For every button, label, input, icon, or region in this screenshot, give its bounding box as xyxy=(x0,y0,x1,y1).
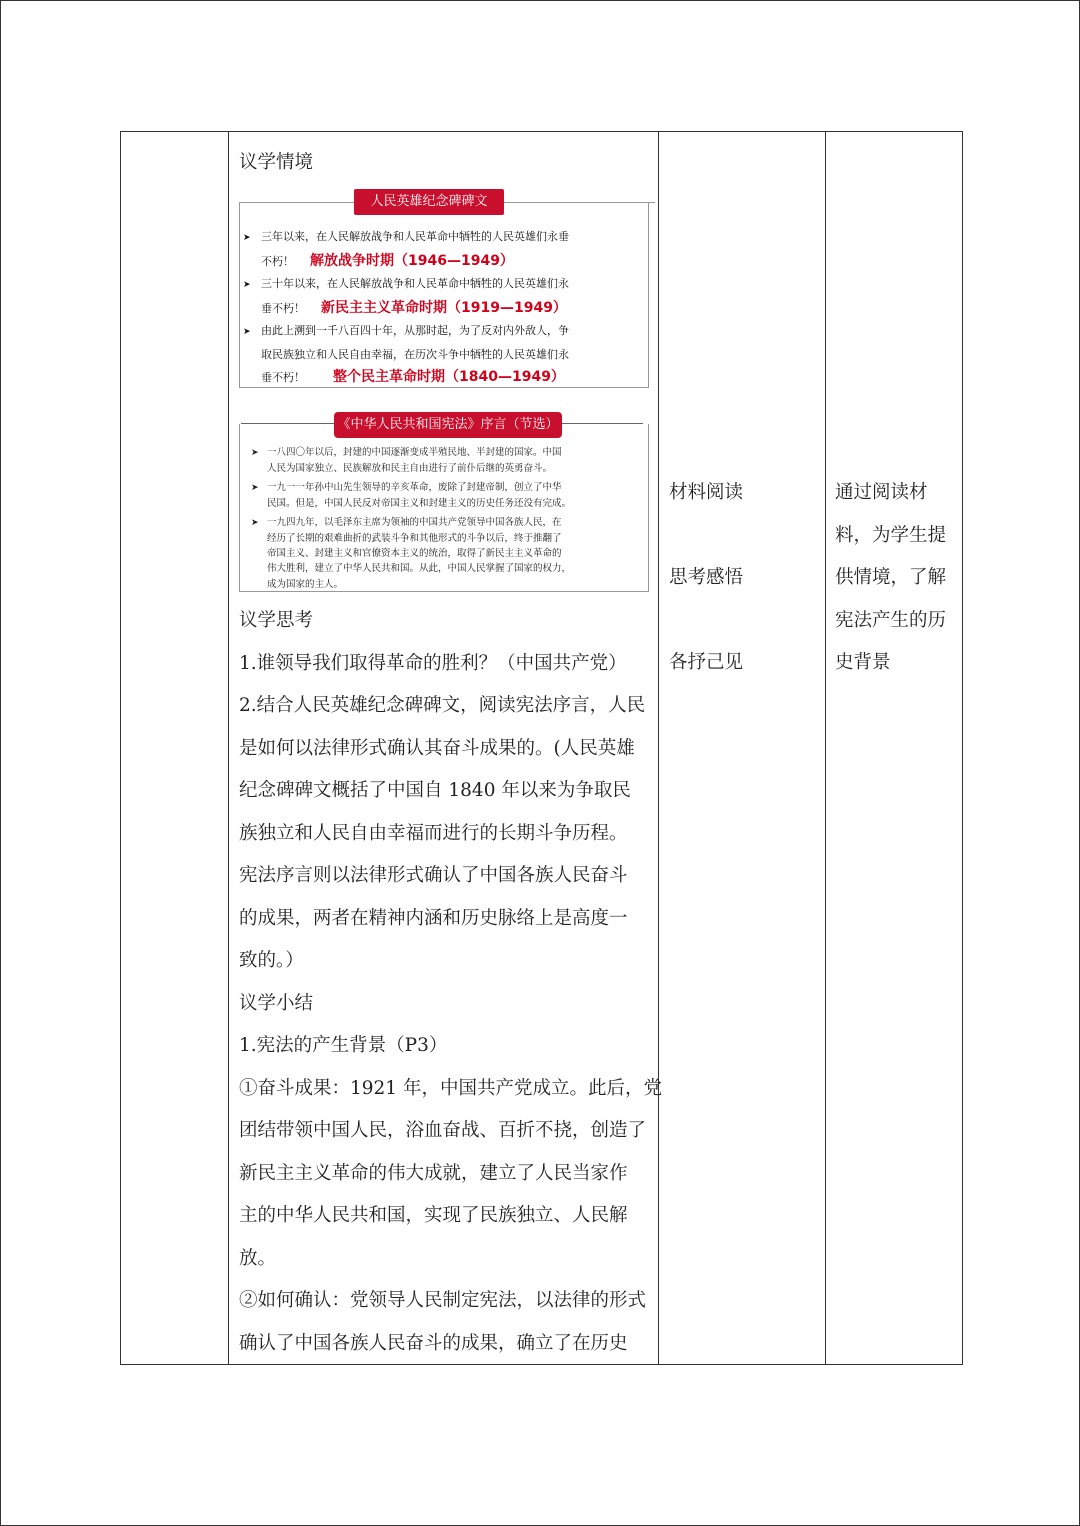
text-line: 是如何以法律形式确认其奋斗成果的。(人民英雄 xyxy=(239,737,635,759)
text-line: 垂不朽！ xyxy=(261,371,305,384)
constitution-text xyxy=(251,445,641,592)
arrow-bullet-icon: ➤ xyxy=(243,233,251,243)
text-line: 供情境，了解 xyxy=(835,567,947,588)
text-line: 一九四九年，以毛泽东主席为领袖的中国共产党领导中国各族人民，在 xyxy=(267,516,562,528)
constitution-banner: 《中华人民共和国宪法》序言（节选） xyxy=(334,412,562,438)
column-divider xyxy=(658,132,659,1364)
text-line: 垂不朽！ xyxy=(261,301,305,315)
text-line: 不朽！ xyxy=(261,254,294,268)
text-line: 帝国主义、封建主义和官僚资本主义的统治，取得了新民主主义革命的 xyxy=(267,548,562,560)
discussion-text xyxy=(239,600,662,1365)
text-line: 民国。但是，中国人民反对帝国主义和封建主义的历史任务还没有完成。 xyxy=(267,498,572,510)
period-label: 解放战争时期（1946—1949） xyxy=(310,252,514,269)
text-line: 的成果，两者在精神内涵和历史脉络上是高度一 xyxy=(239,907,628,929)
content-column xyxy=(239,142,654,185)
arrow-bullet-icon: ➤ xyxy=(251,517,259,528)
section-title: 议学情境 xyxy=(239,152,314,173)
text-line: 料，为学生提 xyxy=(835,524,947,546)
column-divider xyxy=(228,132,229,1364)
arrow-bullet-icon: ➤ xyxy=(251,448,259,458)
period-label: 新民主主义革命时期（1919—1949） xyxy=(321,299,567,316)
text-line: 通过阅读材 xyxy=(835,482,928,503)
text-line: 主的中华人民共和国，实现了民族独立、人民解 xyxy=(239,1205,628,1226)
text-line: 1.宪法的产生背景（P3） xyxy=(239,1035,448,1056)
design-intent-column xyxy=(835,472,955,685)
subheading: 议学小结 xyxy=(239,992,314,1014)
activity-item: 材料阅读 xyxy=(669,482,744,503)
text-line: 经历了长期的艰难曲折的武装斗争和其他形式的斗争以后，终于推翻了 xyxy=(267,533,562,545)
arrow-bullet-icon: ➤ xyxy=(251,482,259,493)
lesson-table xyxy=(120,131,963,1365)
text-line: 2.结合人民英雄纪念碑碑文，阅读宪法序言，人民 xyxy=(239,695,646,716)
column-divider xyxy=(825,132,826,1364)
activity-item: 各抒己见 xyxy=(669,652,744,673)
text-line: 取民族独立和人民自由幸福，在历次斗争中牺牲的人民英雄们永 xyxy=(261,347,569,361)
text-line: 成为国家的主人。 xyxy=(267,578,344,590)
text-line: 放。 xyxy=(239,1247,277,1269)
text-line: 致的。） xyxy=(239,950,304,971)
monument-text xyxy=(243,226,643,390)
text-line: ①奋斗成果：1921 年，中国共产党成立。此后，党 xyxy=(239,1077,662,1099)
text-line: 确认了中国各族人民奋斗的成果，确立了在历史 xyxy=(239,1332,628,1354)
text-line: 纪念碑碑文概括了中国自 1840 年以来为争取民 xyxy=(239,780,631,801)
spacer xyxy=(669,515,743,558)
student-activities-column xyxy=(669,472,743,685)
text-line: 新民主主义革命的伟大成就，建立了人民当家作 xyxy=(239,1162,628,1184)
text-line: 三十年以来，在人民解放战争和人民革命中牺牲的人民英雄们永 xyxy=(261,277,569,290)
text-line: 团结带领中国人民，浴血奋战、百折不挠，创造了 xyxy=(239,1120,647,1141)
spacer xyxy=(669,600,743,643)
arrow-bullet-icon: ➤ xyxy=(243,327,251,337)
text-line: 1.谁领导我们取得革命的胜利？（中国共产党） xyxy=(239,652,627,674)
monument-banner: 人民英雄纪念碑碑文 xyxy=(354,189,504,215)
arrow-bullet-icon: ➤ xyxy=(243,280,251,290)
text-line: ②如何确认：党领导人民制定宪法，以法律的形式 xyxy=(239,1290,647,1311)
activity-item: 思考感悟 xyxy=(669,567,744,588)
text-line: 宪法产生的历 xyxy=(835,609,947,631)
text-line: 史背景 xyxy=(835,652,891,673)
subheading: 议学思考 xyxy=(239,610,314,631)
text-line: 族独立和人民自由幸福而进行的长期斗争历程。 xyxy=(239,822,628,844)
period-label: 整个民主革命时期（1840—1949） xyxy=(333,369,565,385)
text-line: 三年以来，在人民解放战争和人民革命中牺牲的人民英雄们永垂 xyxy=(261,230,569,243)
text-line: 一九一一年孙中山先生领导的辛亥革命，废除了封建帝制，创立了中华 xyxy=(267,481,562,493)
text-line: 伟大胜利，建立了中华人民共和国。从此，中国人民掌握了国家的权力， xyxy=(267,563,572,575)
text-line: 一八四〇年以后，封建的中国逐渐变成半殖民地、半封建的国家。中国 xyxy=(267,447,562,458)
text-line: 人民为国家独立、民族解放和民主自由进行了前仆后继的英勇奋斗。 xyxy=(267,463,553,475)
text-line: 由此上溯到一千八百四十年，从那时起，为了反对内外敌人，争 xyxy=(261,324,569,337)
text-line: 宪法序言则以法律形式确认了中国各族人民奋斗 xyxy=(239,865,628,886)
